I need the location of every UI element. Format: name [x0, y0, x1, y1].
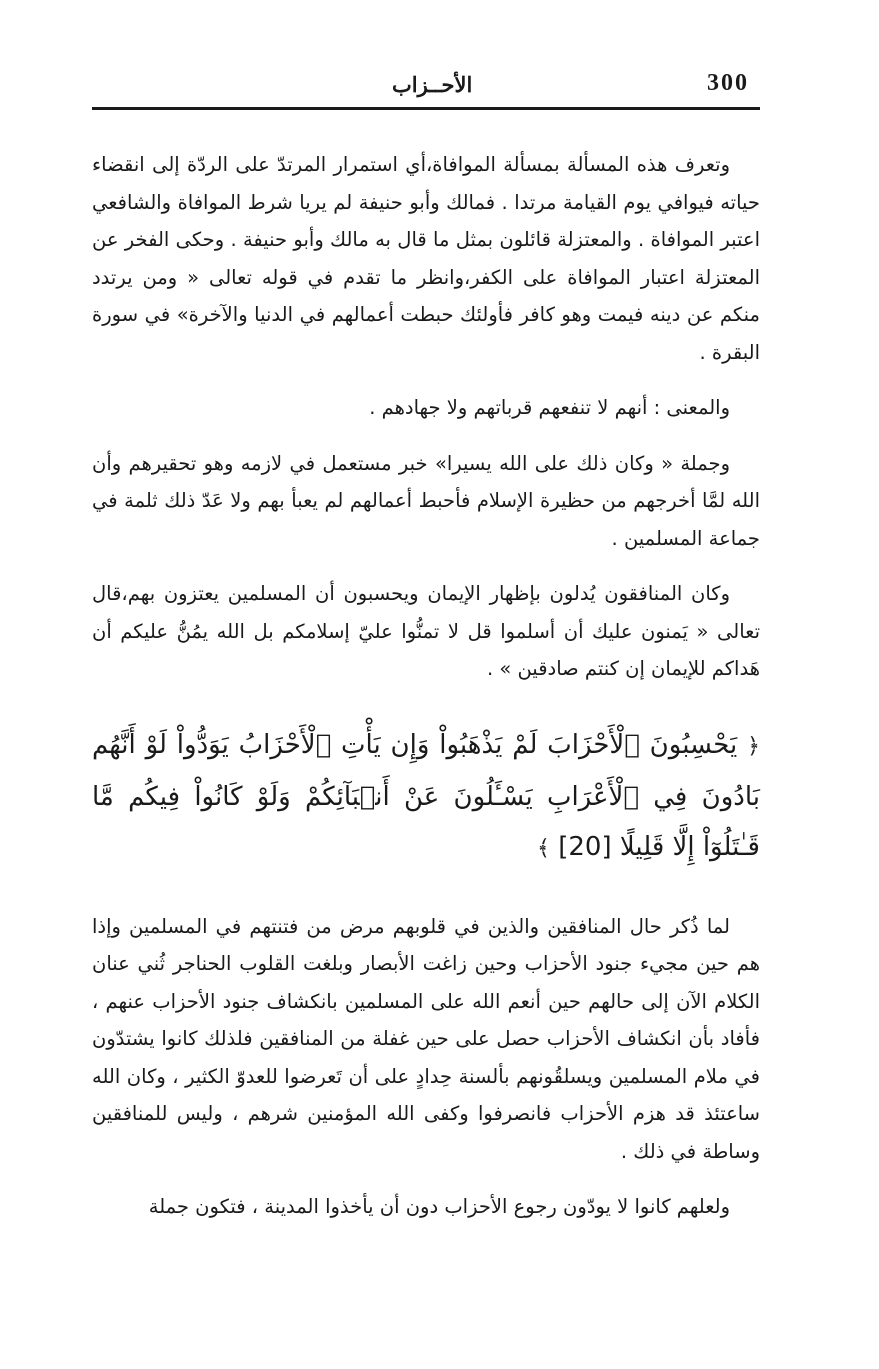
paragraph: وكان المنافقون يُدلون بإظهار الإيمان ويحسبون أن المسلمين يعتزون بهم،قال تعالى « يَمنون عليك أن أسلموا قل لا تمنُّوا عليّ إسلامكم بل الله يمُنُّ عليكم أن هَداكم للإيمان إن كنتم صادقين » . [92, 582, 760, 680]
verse-open-bracket: ﴿ [747, 733, 761, 759]
running-title: الأحــزاب [392, 72, 473, 97]
paragraph: وتعرف هذه المسألة بمسألة الموافاة،أي استمرار المرتدّ على الردّة إلى انقضاء حياته فيوافي يوم القيامة مرتدا . فمالك وأبو حنيفة لم يريا شرط الموافاة والشافعي اعتبر الموافاة . والمعتزلة قائلون بمثل ما قال به مالك وأبو حنيفة . وحكى الفخر عن المعتزلة اعتبار الموافاة على الكفر،وانظر ما تقدم في قوله تعالى « ومن يرتدد منكم عن دينه فيمت وهو كافر فأولئك حبطت أعمالهم في الدنيا والآخرة» في سورة البقرة . [92, 153, 760, 364]
header-rule [92, 107, 760, 110]
verse-close-bracket: ﴾ [537, 835, 550, 861]
verse-number: [20] [558, 831, 612, 862]
paragraph: ولعلهم كانوا لا يودّون رجوع الأحزاب دون أن يأخذوا المدينة ، فتكون جملة [148, 1195, 730, 1218]
paragraph: والمعنى : أنهم لا تنفعهم قرباتهم ولا جهادهم . [369, 396, 730, 419]
page-header [92, 64, 760, 108]
verse-text: يَحْسِبُونَ ٱلْأَحْزَابَ لَمْ يَذْهَبُواْ وَإِن يَأْتِ ٱلْأَحْزَابُ يَوَدُّواْ لَوْ أَنَّهُم بَادُونَ فِي ٱلْأَعْرَابِ يَسْـَٔلُونَ عَنْ أَنۢبَآئِكُمْ وَلَوْ كَانُواْ فِيكُم مَّا قَـٰتَلُوٓاْ إِلَّا قَلِيلًا [92, 729, 760, 862]
paragraph: لما ذُكر حال المنافقين والذين في قلوبهم مرض من فتنتهم في المسلمين وإذا هم حين مجيء جنود الأحزاب وحين زاغت الأبصار وبلغت القلوب الحناجر ثُني عنان الكلام الآن إلى حالهم حين أنعم الله على المسلمين بانكشاف جنود الأحزاب عنهم ، فأفاد بأن انكشاف الأحزاب حصل على حين غفلة من المنافقين فلذلك كانوا يشتدّون في ملام المسلمين ويسلقُونهم بألسنة حِدادٍ على أن تَعرضوا للعدوّ الكثير ، وكان الله ساعتئذ قد هزم الأحزاب فانصرفوا وكفى الله المؤمنين شرهم ، وليس للمنافقين وساطة في ذلك . [92, 914, 760, 1163]
page-number: 300 [707, 70, 749, 96]
page-body [92, 146, 760, 1226]
quran-verse [92, 720, 760, 874]
paragraph: وجملة « وكان ذلك على الله يسيرا» خبر مستعمل في لازمه وهو تحقيرهم وأن الله لمَّا أخرجهم من حظيرة الإسلام فأحبط أعمالهم لم يعبأ بهم ولا عَدّ ذلك ثلمة في جماعة المسلمين . [92, 451, 760, 550]
